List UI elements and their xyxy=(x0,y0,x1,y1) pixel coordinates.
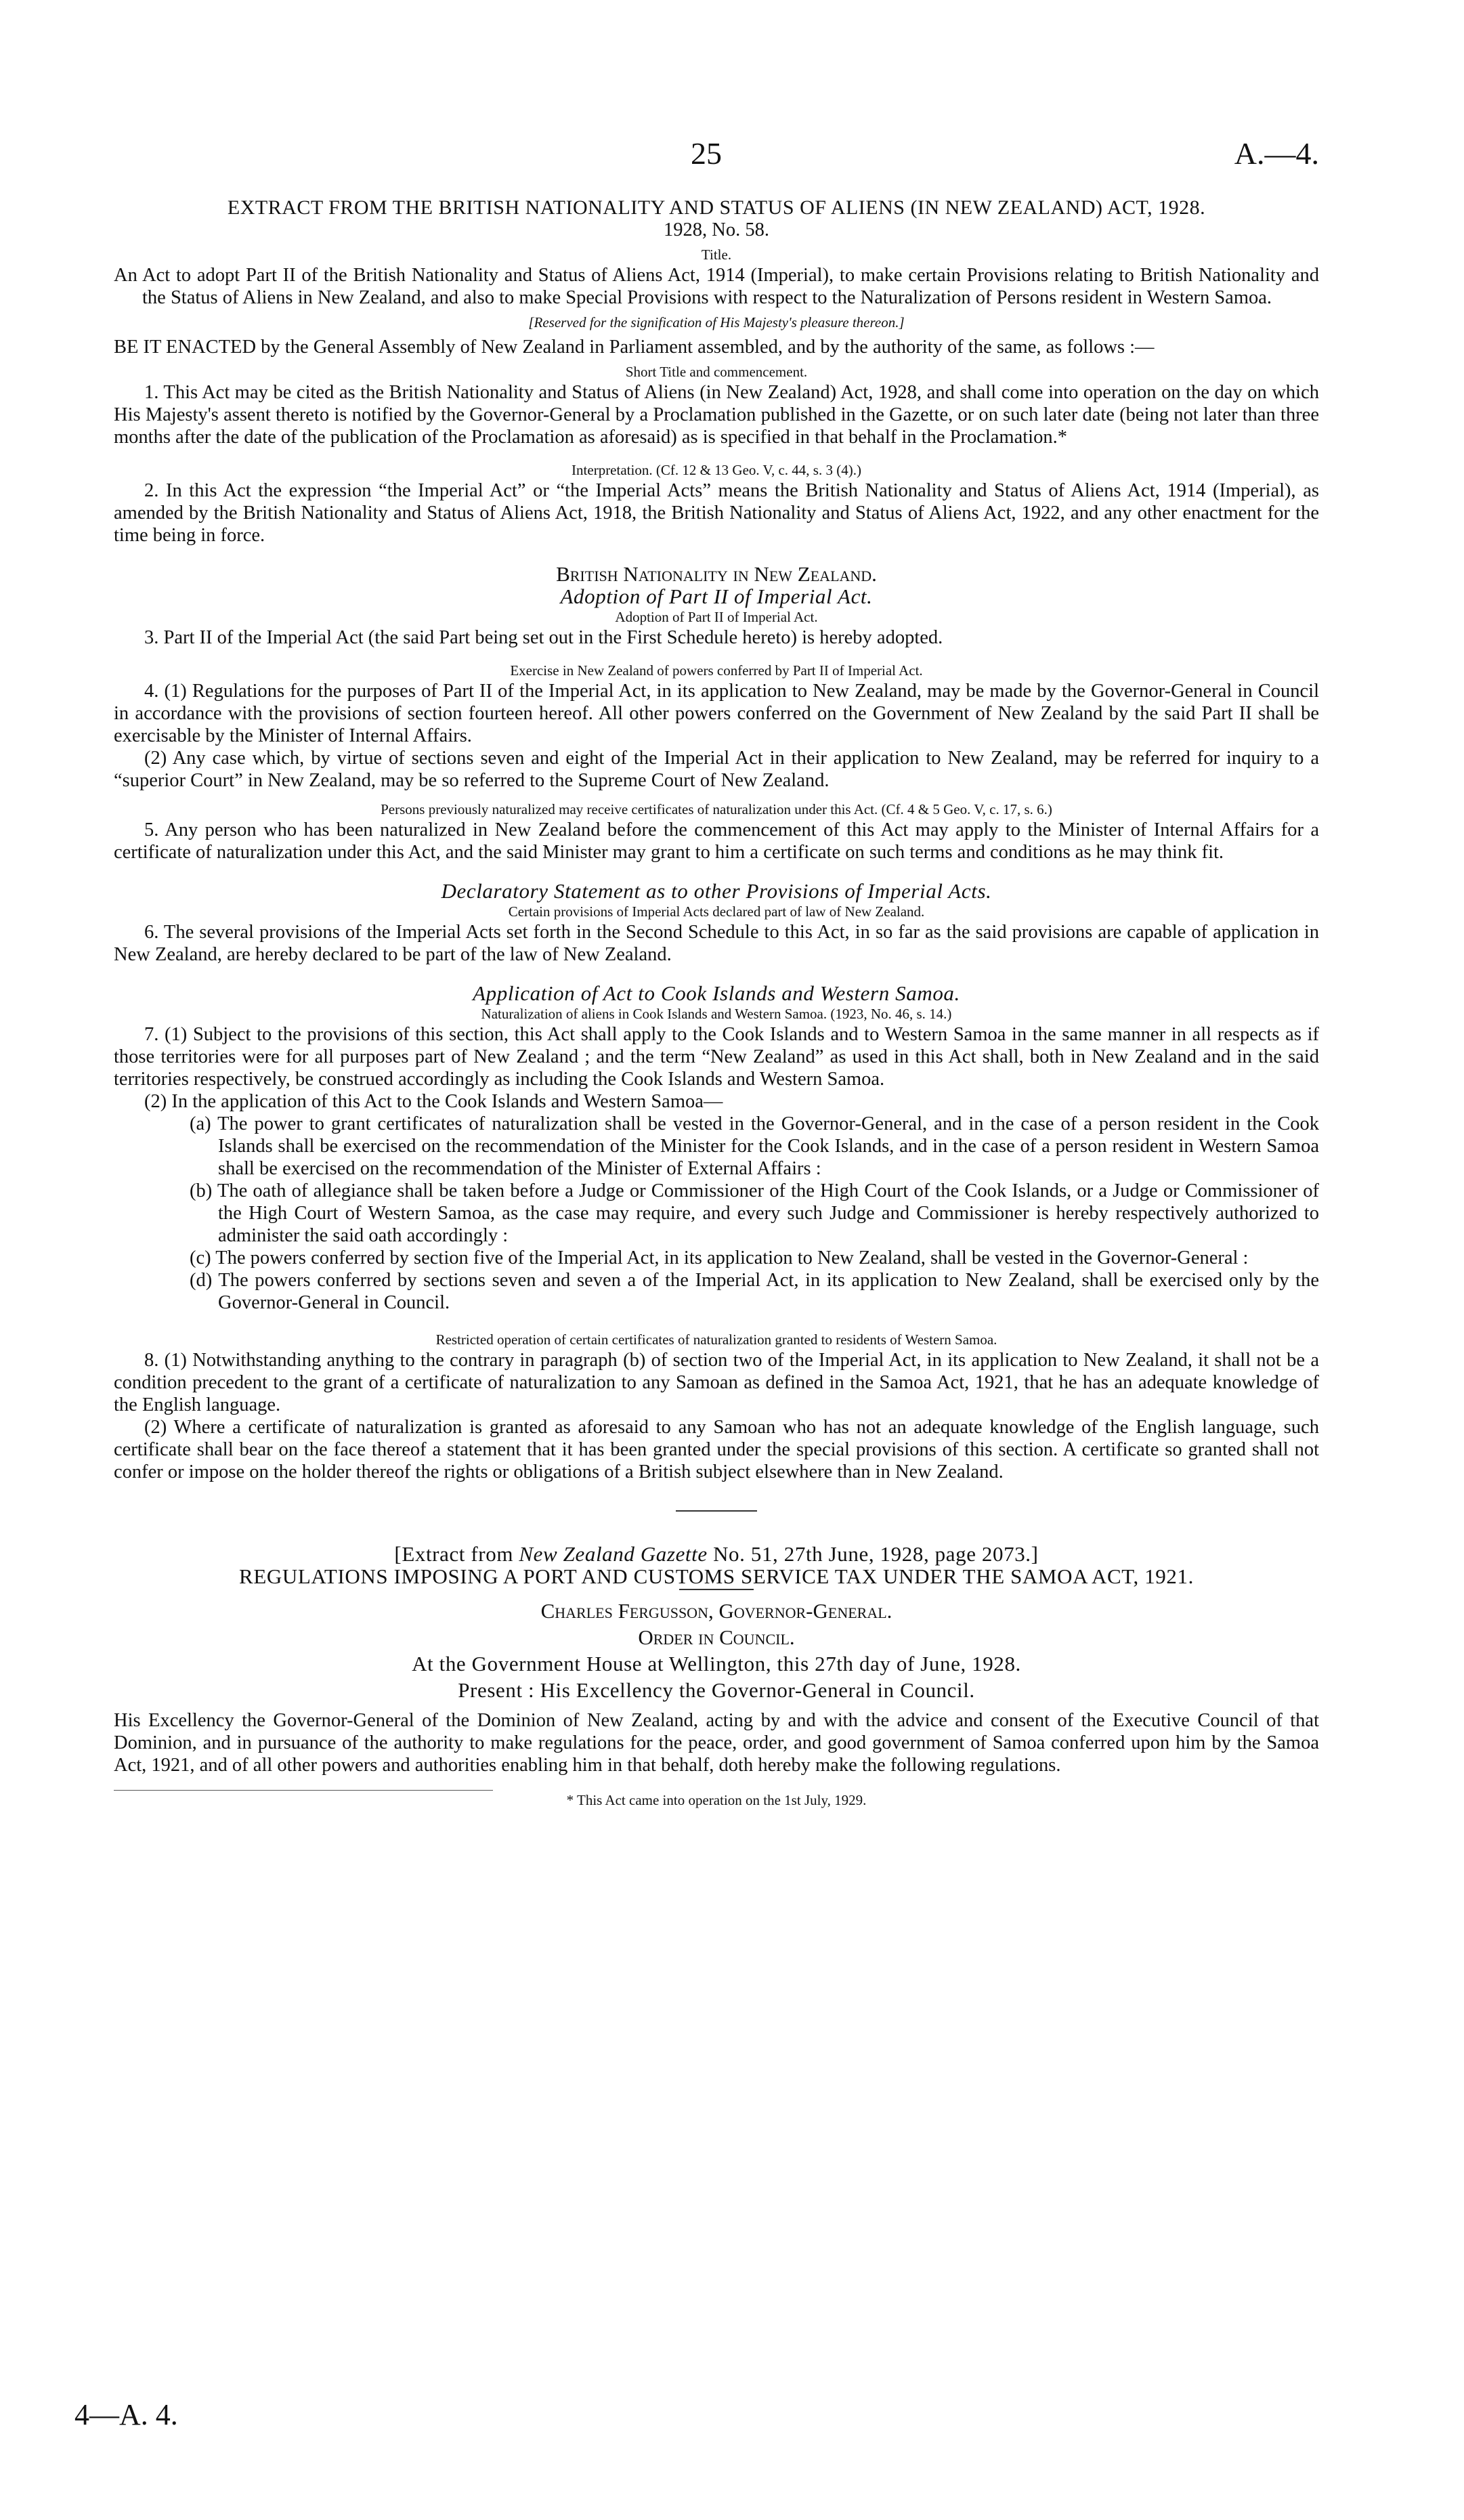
title-label: Title. xyxy=(701,247,732,263)
section-7-subsection-1: 7. (1) Subject to the provisions of this section, this Act shall apply to the Cook Islands and to Western Samoa in the same manner in all respects as if those territories were for all purposes part of New Zealand ; and the term “New Zealand” as used in this Act shall, both in New Zealand and in the said territories respectively, be construed accordingly as including the Cook Islands and Western Samoa. xyxy=(114,1024,1319,1090)
place-date: At the Government House at Wellington, this 27th day of June, 1928. xyxy=(412,1652,1021,1675)
section-7-paragraph-b: (b) The oath of allegiance shall be taken before a Judge or Commissioner of the High Court of the Cook Islands, or a Judge or Commissioner of the High Court of Western Samoa, as the case may require, and every such Judge and Commissioner is hereby respectively authorized to administer the said oath accordingly : xyxy=(190,1180,1319,1246)
regulations-body: His Excellency the Governor-General of the Dominion of New Zealand, acting by and with the advice and consent of the Executive Council of that Dominion, and in pursuance of the authority to make regulations for the peace, order, and good government of Samoa conferred upon him by the Samoa Act, 1921, and of all other powers and authorities enabling him in that behalf, doth hereby make the following regulations. xyxy=(114,1710,1319,1776)
declaratory-heading: Declaratory Statement as to other Provisions of Imperial Acts. xyxy=(441,879,992,903)
section-7-paragraph-a: (a) The power to grant certificates of naturalization shall be vested in the Governor-General, and in the case of a person resident in the Cook Islands shall be exercised on the recommendation of the Minister for the Cook Islands, and in the case of a person resident in Western Samoa shall be exercised on the recommendation of the Minister of External Affairs : xyxy=(190,1113,1319,1179)
section-5-heading: Persons previously naturalized may receive certificates of naturalization under this Act. (Cf. 4 & 5 Geo. V, c. 17, s. 6.) xyxy=(381,801,1052,817)
application-heading: Application of Act to Cook Islands and Western Samoa. xyxy=(473,981,960,1005)
section-8-subsection-1: 8. (1) Notwithstanding anything to the contrary in paragraph (b) of section two of the Imperial Act, in its application to New Zealand, it shall not be a condition precedent to the grant of a certificate of naturalization to any Samoan as defined in the Samoa Act, 1921, that he has an adequate knowledge of the English language. xyxy=(114,1350,1319,1415)
order-in-council: Order in Council. xyxy=(638,1625,795,1649)
page-header xyxy=(114,129,1319,190)
section-2-text: 2. In this Act the expression “the Imperial Act” or “the Imperial Acts” means the British Nationality and Status of Aliens Act, 1914 (Imperial), as amended by the British Nationality and Status of Aliens Act, 1918, the British Nationality and Status of Aliens Act, 1922, and any other enactment for the time being in force. xyxy=(114,480,1319,546)
section-5-text: 5. Any person who has been naturalized in New Zealand before the commencement of this Act may apply to the Minister of Internal Affairs for a certificate of naturalization under this Act, and the said Minister may grant to him a certificate on such terms and conditions as he may think fit. xyxy=(114,819,1319,863)
section-4-subsection-2: (2) Any case which, by virtue of sections seven and eight of the Imperial Act in their application to New Zealand, may be referred for inquiry to a “superior Court” in New Zealand, may be so referred to the Supreme Court of New Zealand. xyxy=(114,748,1319,791)
page-number: 25 xyxy=(691,136,722,171)
source-prefix: [Extract from xyxy=(394,1542,519,1566)
reserved-note: [Reserved for the signification of His Majesty's pleasure thereon.] xyxy=(528,314,905,330)
section-divider xyxy=(676,1510,757,1512)
signatory: Charles Fergusson, Governor-General. xyxy=(540,1599,892,1623)
footer-code: 4—A. 4. xyxy=(74,2398,178,2431)
gazette-extract-source xyxy=(114,1543,1319,1565)
act-number: 1928, No. 58. xyxy=(664,219,769,240)
footnote: * This Act came into operation on the 1st July, 1929. xyxy=(566,1792,867,1808)
section-3-heading: Adoption of Part II of Imperial Act. xyxy=(615,609,818,625)
long-title: An Act to adopt Part II of the British Nationality and Status of Aliens Act, 1914 (Imperial), to make certain Provisions relating to British Nationality and the Status of Aliens in New Zealand, and also to make Special Provisions with respect to the Naturalization of Persons resident in Western Samoa. xyxy=(114,265,1319,308)
section-1-heading: Short Title and commencement. xyxy=(625,364,808,380)
section-2-heading: Interpretation. (Cf. 12 & 13 Geo. V, c. 44, s. 3 (4).) xyxy=(572,462,861,478)
regulations-title: REGULATIONS IMPOSING A PORT AND CUSTOMS SERVICE TAX UNDER THE SAMOA ACT, 1921. xyxy=(239,1564,1194,1588)
section-4-heading: Exercise in New Zealand of powers conferred by Part II of Imperial Act. xyxy=(510,662,923,679)
section-7-paragraph-c: (c) The powers conferred by section five of the Imperial Act, in its application to New Zealand, shall be vested in the Governor-General : xyxy=(190,1247,1249,1268)
section-6-heading: Certain provisions of Imperial Acts declared part of law of New Zealand. xyxy=(508,903,925,920)
act-title: EXTRACT FROM THE BRITISH NATIONALITY AND STATUS OF ALIENS (IN NEW ZEALAND) ACT, 1928. xyxy=(227,196,1206,219)
title-underline xyxy=(679,1589,754,1590)
section-7-subsection-2: (2) In the application of this Act to the Cook Islands and Western Samoa— xyxy=(144,1091,723,1112)
section-7-paragraph-d: (d) The powers conferred by sections seven and seven a of the Imperial Act, in its application to New Zealand, shall be exercised only by the Governor-General in Council. xyxy=(190,1270,1319,1313)
section-8-heading: Restricted operation of certain certificates of naturalization granted to residents of Western Samoa. xyxy=(435,1331,997,1348)
paper-reference: A.—4. xyxy=(1234,136,1319,171)
section-1-text: 1. This Act may be cited as the British Nationality and Status of Aliens (in New Zealand) Act, 1928, and shall come into operation on the day on which His Majesty's assent thereto is notified by the Governor-General by a Proclamation published in the Gazette, or on such later date (being not later than three months after the date of the publication of the Proclamation as aforesaid) as is specified in that behalf in the Proclamation.* xyxy=(114,382,1319,448)
source-gazette-name: New Zealand Gazette xyxy=(519,1542,708,1566)
source-suffix: No. 51, 27th June, 1928, page 2073.] xyxy=(707,1542,1039,1566)
adoption-heading: Adoption of Part II of Imperial Act. xyxy=(560,584,873,608)
section-7-heading: Naturalization of aliens in Cook Islands and Western Samoa. (1923, No. 46, s. 14.) xyxy=(481,1006,952,1022)
section-4-subsection-1: 4. (1) Regulations for the purposes of Part II of the Imperial Act, in its application to New Zealand, may be made by the Governor-General in Council in accordance with the provisions of section fourteen hereof. All other powers conferred on the Government of New Zealand by the said Part II shall be exercisable by the Minister of Internal Affairs. xyxy=(114,681,1319,746)
part-heading: British Nationality in New Zealand. xyxy=(556,562,877,586)
section-6-text: 6. The several provisions of the Imperial Acts set forth in the Second Schedule to this Act, in so far as the said provisions are capable of application in New Zealand, are hereby declared to be part of the law of New Zealand. xyxy=(114,922,1319,965)
present-line: Present : His Excellency the Governor-General in Council. xyxy=(458,1678,975,1702)
section-8-subsection-2: (2) Where a certificate of naturalization is granted as aforesaid to any Samoan who has not an adequate knowledge of the English language, such certificate shall bear on the face thereof a statement that it has been granted under the special provisions of this section. A certificate so granted shall not confer or impose on the holder thereof the rights or obligations of a British subject elsewhere than in New Zealand. xyxy=(114,1417,1319,1482)
document-page xyxy=(114,129,1319,1810)
section-3-text: 3. Part II of the Imperial Act (the said Part being set out in the First Schedule hereto) is hereby adopted. xyxy=(144,627,943,648)
enacting-clause: BE IT ENACTED by the General Assembly of New Zealand in Parliament assembled, and by the authority of the same, as follows :— xyxy=(114,337,1155,358)
